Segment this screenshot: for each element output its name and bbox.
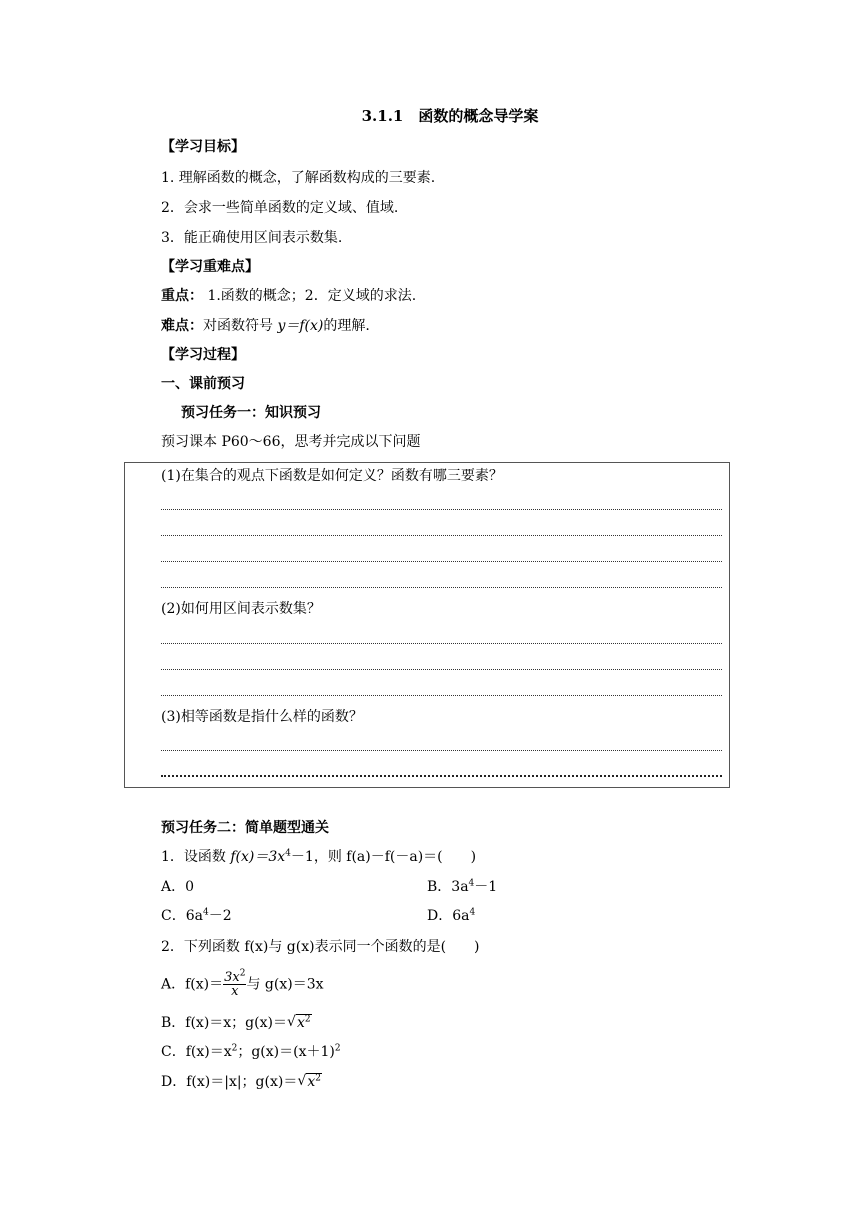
preview-question-box <box>124 462 730 788</box>
q2-c-mid: ；g(x)＝(x＋1) <box>237 1044 335 1060</box>
answer-line[interactable] <box>161 643 722 644</box>
difficulty-post: 的理解. <box>323 318 370 334</box>
q2-d-rad-exp: 2 <box>315 1073 321 1084</box>
answer-line[interactable] <box>161 587 722 588</box>
q2-option-a[interactable] <box>161 968 324 999</box>
q1-stem-pre: 1．设函数 <box>161 849 231 865</box>
q2-option-d[interactable] <box>161 1072 322 1092</box>
answer-line[interactable] <box>161 561 722 562</box>
q2-a-num-exp: 2 <box>239 968 246 979</box>
q1-b-pre: B．3a <box>427 879 469 895</box>
q1-option-b[interactable] <box>427 877 497 897</box>
goal-item: 3．能正确使用区间表示数集. <box>161 230 343 246</box>
task1-heading: 预习任务一：知识预习 <box>181 405 321 421</box>
q1-c-pre: C．6a <box>161 908 203 924</box>
q2-d-rad: x <box>307 1074 316 1090</box>
goals-header: 【学习目标】 <box>161 139 245 155</box>
q1-stem-mid: f(x)＝3x <box>230 849 286 865</box>
answer-line[interactable] <box>161 535 722 536</box>
q2-c-exp2: 2 <box>334 1043 341 1054</box>
difficulty-math: y＝f(x) <box>277 318 324 334</box>
question-1-stem <box>161 847 476 867</box>
answer-line[interactable] <box>161 669 722 670</box>
q1-option-c[interactable] <box>161 906 232 926</box>
q2-b-rad-exp: 2 <box>304 1014 311 1025</box>
page-title: 3.1.1 函数的概念导学案 <box>361 107 539 125</box>
q2-b-rad: x <box>296 1015 305 1031</box>
q1-stem-post: －1，则 f(a)－f(－a)＝( ) <box>290 849 477 865</box>
q1-c-post: －2 <box>208 908 232 924</box>
sqrt-symbol <box>287 1013 312 1033</box>
q2-a-den: x <box>231 984 239 999</box>
task1-intro: 预习课本 P60～66，思考并完成以下问题 <box>161 434 421 450</box>
question-2-stem: 2．下列函数 f(x)与 g(x)表示同一个函数的是( ) <box>161 939 480 955</box>
q1-stem-exp: 4 <box>285 848 291 859</box>
q2-c-pre: C．f(x)＝x <box>161 1044 232 1060</box>
answer-line[interactable] <box>161 509 722 510</box>
q2-a-fraction <box>223 968 246 999</box>
q1-d-exp: 4 <box>469 907 476 918</box>
key-text: 1.函数的概念；2．定义域的求法. <box>203 288 417 304</box>
q2-a-pre: A．f(x)＝ <box>161 976 224 993</box>
process-header: 【学习过程】 <box>161 347 245 363</box>
q1-c-exp: 4 <box>202 907 209 918</box>
part1-heading: 一、课前预习 <box>161 376 245 392</box>
key-point-line <box>161 286 416 306</box>
q1-option-a[interactable]: A．0 <box>161 879 195 895</box>
q2-a-post: 与 g(x)＝3x <box>246 976 324 993</box>
box-question-1: (1)在集合的观点下函数是如何定义？函数有哪三要素？ <box>161 468 503 484</box>
answer-line[interactable] <box>161 695 722 696</box>
box-question-3: (3)相等函数是指什么样的函数？ <box>161 709 363 725</box>
difficulty-pre: 对函数符号 <box>203 318 278 334</box>
q1-option-d[interactable] <box>427 906 475 926</box>
task2-heading: 预习任务二：简单题型通关 <box>161 820 329 836</box>
q2-option-c[interactable] <box>161 1042 341 1062</box>
answer-line[interactable] <box>161 750 722 751</box>
q2-d-pre: D．f(x)＝|x|；g(x)＝ <box>161 1074 298 1090</box>
q2-option-b[interactable] <box>161 1013 312 1033</box>
keypoints-header: 【学习重难点】 <box>161 259 259 275</box>
q2-c-exp: 2 <box>231 1043 238 1054</box>
key-label: 重点： <box>161 288 203 304</box>
q2-a-num: 3x <box>224 970 240 985</box>
difficulty-label: 难点： <box>161 318 203 334</box>
answer-line[interactable] <box>161 775 722 777</box>
goal-item: 2．会求一些简单函数的定义域、值域. <box>161 200 399 216</box>
q2-b-pre: B．f(x)＝x；g(x)＝ <box>161 1015 287 1031</box>
q1-d-pre: D．6a <box>427 908 470 924</box>
q1-b-post: －1 <box>474 879 498 895</box>
goal-item: 1. 理解函数的概念，了解函数构成的三要素. <box>161 170 436 186</box>
q1-b-exp: 4 <box>468 878 475 889</box>
difficulty-line <box>161 316 370 336</box>
sqrt-symbol <box>297 1072 322 1092</box>
box-question-2: (2)如何用区间表示数集？ <box>161 601 321 617</box>
